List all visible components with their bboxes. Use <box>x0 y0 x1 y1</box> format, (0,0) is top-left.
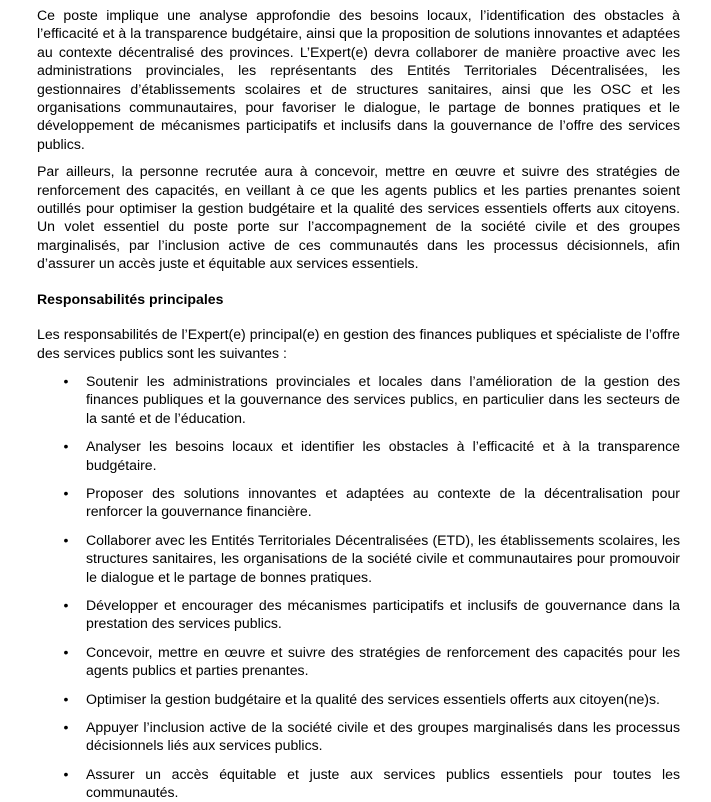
list-item <box>37 531 680 586</box>
bullet-icon: • <box>63 531 69 548</box>
list-item-text: Appuyer l’inclusion active de la société civile et des groupes marginalisés dans les processus décisionnels liés aux services publics. <box>86 719 680 754</box>
section-heading: Responsabilités principales <box>37 290 224 307</box>
list-item <box>37 643 680 680</box>
bullet-icon: • <box>63 719 69 735</box>
list-item-text: Collaborer avec les Entités Territoriales Décentralisées (ETD), les établissements scolaires, les structures sanitaires, les organisations de la société civile et communautaires pour promouvoir le dialogue et le partage de bonnes pratiques. <box>86 531 680 585</box>
list-item <box>37 718 680 755</box>
list-item <box>37 690 680 708</box>
section-intro: Les responsabilités de l’Expert(e) principal(e) en gestion des finances publiques et spécialiste de l’offre des services publics sont les suivantes : <box>37 326 680 361</box>
list-item <box>37 596 680 633</box>
bullet-icon: • <box>63 596 69 613</box>
list-item <box>37 484 680 521</box>
bullet-icon: • <box>63 643 69 660</box>
list-item-text: Soutenir les administrations provinciales et locales dans l’amélioration de la gestion des finances publiques et la gouvernance des services publics, en particulier dans les secteurs de la santé et de l’éducation. <box>86 372 680 426</box>
list-item-text: Analyser les besoins locaux et identifier les obstacles à l’efficacité et à la transparence budgétaire. <box>86 438 680 473</box>
bullet-icon: • <box>63 372 69 389</box>
bullet-icon: • <box>63 438 69 455</box>
list-item <box>37 437 680 474</box>
responsibilities-list <box>37 372 680 802</box>
list-item-text: Proposer des solutions innovantes et adaptées au contexte de la décentralisation pour renforcer la gouvernance financière. <box>86 484 680 520</box>
list-item-text: Optimiser la gestion budgétaire et la qualité des services essentiels offerts aux citoyen(ne)s. <box>86 690 660 707</box>
list-item-text: Assurer un accès équitable et juste aux services publics essentiels pour toutes les communautés. <box>86 765 680 801</box>
paragraph-capacity: Par ailleurs, la personne recrutée aura à concevoir, mettre en œuvre et suivre des stratégies de renforcement des capacités, en veillant à ce que les agents publics et les parties prenantes soient outillés pour optimiser la gestion budgétaire et la qualité des services essentiels offerts aux citoyens. Un volet essentiel du poste porte sur l’accompagnement de la société civile et des groupes marginalisés, par l’inclusion active de ces communautés dans les processus décisionnels, afin d’assurer un accès juste et équitable aux services essentiels. <box>37 163 680 272</box>
list-item-text: Développer et encourager des mécanismes participatifs et inclusifs de gouvernance dans la prestation des services publics. <box>86 596 680 632</box>
bullet-icon: • <box>63 484 69 501</box>
bullet-icon: • <box>63 765 69 782</box>
bullet-icon: • <box>63 690 69 707</box>
list-item <box>37 372 680 427</box>
list-item <box>37 765 680 802</box>
list-item-text: Concevoir, mettre en œuvre et suivre des stratégies de renforcement des capacités pour les agents publics et parties prenantes. <box>86 643 680 679</box>
paragraph-context: Ce poste implique une analyse approfondie des besoins locaux, l’identification des obstacles à l’efficacité et à la transparence budgétaire, ainsi que la proposition de solutions innovantes et adaptées au contexte décentralisé des provinces. L’Expert(e) devra collaborer de manière proactive avec les administrations provinciales, les représentants des Entités Territoriales Décentralisées, les gestionnaires d’établissements scolaires et de structures sanitaires, ainsi que les OSC et les organisations communautaires, pour favoriser le dialogue, le partage de bonnes pratiques et le développement de mécanismes participatifs et inclusifs dans la gouvernance de l’offre des services publics. <box>37 7 680 152</box>
